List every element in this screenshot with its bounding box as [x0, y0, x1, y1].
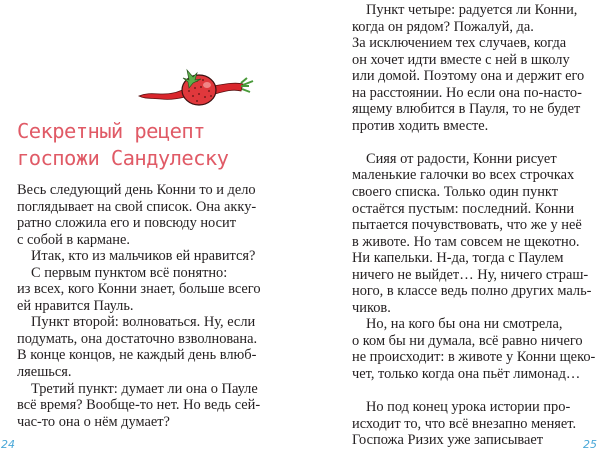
text-line: С первым пунктом всё понятно:: [31, 264, 228, 281]
text-line: Сияя от радости, Конни рисует: [366, 150, 557, 167]
text-line: час-то она о нём думает?: [17, 413, 170, 430]
text-line: Третий пункт: думает ли она о Пауле: [31, 380, 258, 397]
text-line: В конце концов, не каждый день влюб-: [17, 347, 257, 364]
right-page: [300, 0, 600, 455]
text-line: против ходить вместе.: [352, 117, 489, 134]
text-line: ного, в классе ведь полно других маль-: [352, 283, 592, 300]
text-line: пытается почувствовать, что же у неё: [352, 217, 582, 234]
text-line: Весь следующий день Конни то и дело: [17, 182, 256, 198]
page-number: 25: [583, 438, 597, 451]
text-line: Но, на кого бы она ни смотрела,: [366, 316, 563, 333]
text-line: Но под конец урока истории про-: [366, 399, 571, 416]
paragraph-gap: [352, 383, 595, 400]
chapter-title: [17, 118, 228, 172]
text-line: он хочет идти вместе с ней в школу: [352, 51, 570, 68]
paragraph-gap: [352, 134, 595, 151]
text-line: Госпожа Ризих уже записывает: [352, 432, 544, 449]
text-line: всё время? Вообще-то нет. Но ведь сей-: [17, 397, 261, 414]
text-line: когда он рядом? Пожалуй, да.: [352, 18, 534, 35]
text-line: остаётся пустым: последний. Конни: [352, 200, 575, 217]
text-line: поглядывает на свой список. Она акку-: [17, 198, 257, 215]
text-line: исходит то, что всё внезапно меняет.: [352, 415, 577, 432]
text-line: ляешься.: [17, 364, 72, 381]
text-line: Итак, кто из мальчиков ей нравится?: [31, 248, 256, 265]
text-line: не происходит: в животе у Конни щеко-: [352, 349, 596, 366]
text-line: Ни капельки. Н-да, тогда с Паулем: [352, 250, 564, 267]
chapter-title-line: госпожи Сандулеску: [17, 146, 229, 170]
text-line: ей нравится Пауль.: [17, 297, 134, 314]
text-line: чет, только когда она пьёт лимонад…: [352, 366, 581, 383]
text-line: или домой. Поэтому она и держит его: [352, 68, 585, 85]
right-page-body: [352, 2, 595, 449]
strawberry-chili-illustration-icon: [137, 64, 257, 106]
text-line: За исключением тех случаев, когда: [352, 35, 567, 52]
text-line: с собой в кармане.: [17, 231, 130, 248]
text-line: о ком бы ни думала, всё равно ничего: [352, 332, 583, 349]
left-page-body: [17, 182, 261, 430]
text-line: ничего не выйдет… Ну, ничего страш-: [352, 266, 589, 283]
text-line: своего списка. Только один пункт: [352, 184, 559, 201]
text-line: ратно сложила его и повсюду носит: [17, 215, 236, 232]
text-line: Пункт второй: волноваться. Ну, если: [31, 314, 256, 331]
page-number: 24: [1, 438, 15, 451]
text-line: в животе. Но там совсем не щекотно.: [352, 233, 580, 250]
text-line: Пункт четыре: радуется ли Конни,: [366, 2, 578, 18]
text-line: чиков.: [352, 299, 391, 316]
text-line: маленькие галочки во всех строчках: [352, 167, 575, 184]
text-line: подумать, она достаточно взволнована.: [17, 330, 258, 347]
text-line: из всех, кого Конни знает, больше всего: [17, 281, 261, 298]
text-line: ящему влюбится в Пауля, то не будет: [352, 101, 581, 118]
chapter-title-line: Секретный рецепт: [17, 119, 205, 143]
text-line: на расстоянии. Но если она по-насто-: [352, 84, 582, 101]
